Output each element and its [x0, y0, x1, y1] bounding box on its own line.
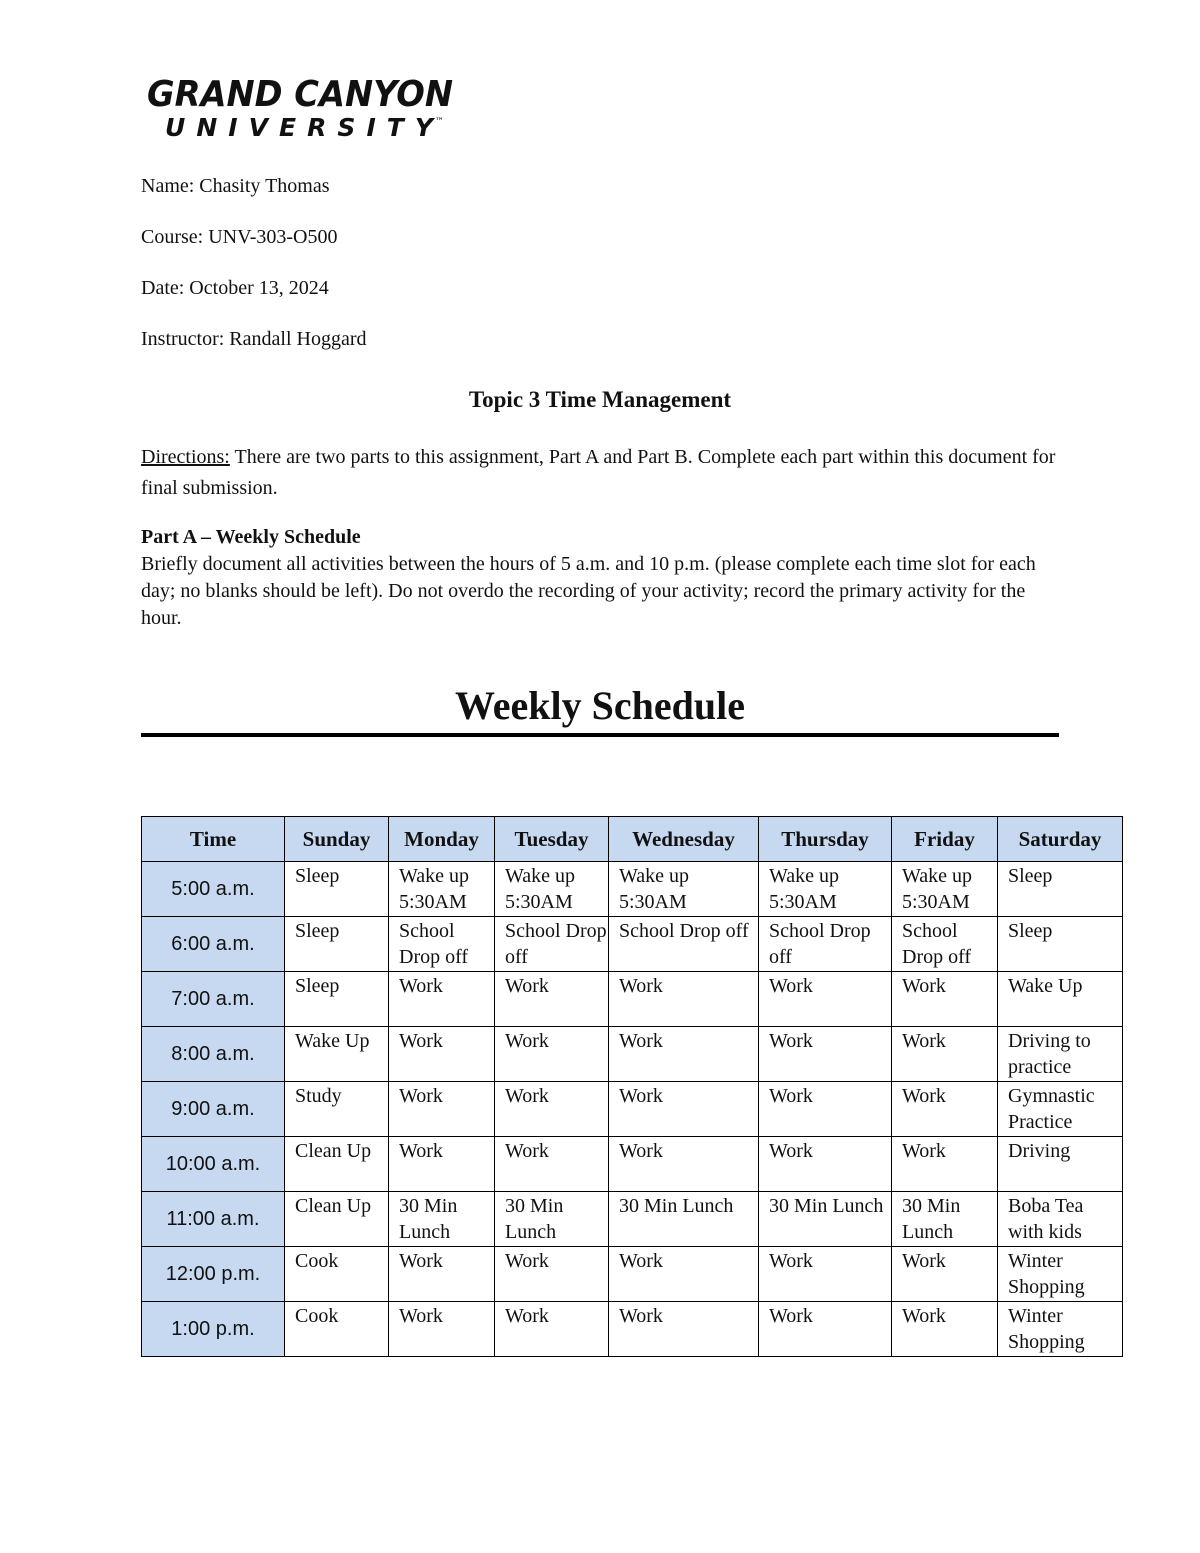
activity-cell: Clean Up — [285, 1137, 389, 1192]
column-header: Wednesday — [609, 817, 759, 862]
activity-cell: Work — [892, 1302, 998, 1357]
table-row — [142, 1192, 1123, 1247]
activity-cell: Sleep — [285, 972, 389, 1027]
time-slot: 8:00 a.m. — [142, 1027, 285, 1082]
activity-cell: Work — [495, 1137, 609, 1192]
activity-cell: Work — [609, 1082, 759, 1137]
column-header: Tuesday — [495, 817, 609, 862]
logo-line-2: UNIVERSITY — [165, 113, 433, 142]
title-underline — [141, 733, 1059, 737]
table-row — [142, 862, 1123, 917]
column-header: Saturday — [998, 817, 1123, 862]
university-logo — [145, 72, 465, 142]
submission-date: Date: October 13, 2024 — [141, 277, 329, 299]
activity-cell: Work — [892, 972, 998, 1027]
activity-cell: Work — [389, 1137, 495, 1192]
logo-line-1: GRAND CANYON — [147, 74, 453, 115]
activity-cell: Work — [892, 1137, 998, 1192]
column-header: Sunday — [285, 817, 389, 862]
time-slot: 9:00 a.m. — [142, 1082, 285, 1137]
time-slot: 11:00 a.m. — [142, 1192, 285, 1247]
activity-cell: School Drop off — [389, 917, 495, 972]
activity-cell: Wake up 5:30AM — [495, 862, 609, 917]
table-row — [142, 917, 1123, 972]
activity-cell: Work — [609, 1247, 759, 1302]
column-header: Friday — [892, 817, 998, 862]
activity-cell: 30 Min Lunch — [389, 1192, 495, 1247]
activity-cell: Wake Up — [285, 1027, 389, 1082]
activity-cell: Cook — [285, 1302, 389, 1357]
time-slot: 10:00 a.m. — [142, 1137, 285, 1192]
activity-cell: 30 Min Lunch — [759, 1192, 892, 1247]
activity-cell: Driving — [998, 1137, 1123, 1192]
activity-cell: Work — [609, 1027, 759, 1082]
part-a-instructions: Briefly document all activities between the hours of 5 a.m. and 10 p.m. (please complete each time slot for each day; no blanks should be left). Do not overdo the recording of your activity; record the primary activity for the hour. — [141, 553, 1036, 629]
activity-cell: Work — [759, 1027, 892, 1082]
activity-cell: Work — [389, 1082, 495, 1137]
student-name: Name: Chasity Thomas — [141, 175, 330, 197]
activity-cell: Boba Tea with kids — [998, 1192, 1123, 1247]
activity-cell: Sleep — [998, 917, 1123, 972]
part-a-heading: Part A – Weekly Schedule — [141, 526, 361, 548]
activity-cell: School Drop off — [495, 917, 609, 972]
activity-cell: Work — [609, 1137, 759, 1192]
activity-cell: Work — [759, 1302, 892, 1357]
activity-cell: Work — [609, 972, 759, 1027]
directions-label: Directions: — [141, 446, 230, 468]
time-slot: 1:00 p.m. — [142, 1302, 285, 1357]
column-header: Time — [142, 817, 285, 862]
activity-cell: Work — [759, 972, 892, 1027]
activity-cell: Work — [389, 972, 495, 1027]
activity-cell: Gymnastic Practice — [998, 1082, 1123, 1137]
activity-cell: Wake up 5:30AM — [759, 862, 892, 917]
activity-cell: Clean Up — [285, 1192, 389, 1247]
instructor-name: Instructor: Randall Hoggard — [141, 328, 367, 350]
activity-cell: Winter Shopping — [998, 1302, 1123, 1357]
activity-cell: Wake Up — [998, 972, 1123, 1027]
activity-cell: Work — [389, 1247, 495, 1302]
activity-cell: Work — [892, 1082, 998, 1137]
activity-cell: Work — [759, 1247, 892, 1302]
activity-cell: Sleep — [998, 862, 1123, 917]
activity-cell: Work — [759, 1137, 892, 1192]
activity-cell: Cook — [285, 1247, 389, 1302]
activity-cell: Work — [892, 1027, 998, 1082]
time-slot: 12:00 p.m. — [142, 1247, 285, 1302]
part-a-section — [141, 524, 1041, 632]
activity-cell: Work — [389, 1302, 495, 1357]
table-row — [142, 1082, 1123, 1137]
activity-cell: Wake up 5:30AM — [609, 862, 759, 917]
activity-cell: School Drop off — [759, 917, 892, 972]
activity-cell: 30 Min Lunch — [609, 1192, 759, 1247]
course-code: Course: UNV-303-O500 — [141, 226, 338, 248]
activity-cell: Work — [495, 972, 609, 1027]
activity-cell: School Drop off — [609, 917, 759, 972]
activity-cell: Work — [495, 1247, 609, 1302]
document-title: Topic 3 Time Management — [468, 387, 732, 412]
activity-cell: Sleep — [285, 862, 389, 917]
activity-cell: School Drop off — [892, 917, 998, 972]
table-row — [142, 1247, 1123, 1302]
schedule-title: Weekly Schedule — [454, 683, 746, 728]
table-header-row — [142, 817, 1123, 862]
table-row — [142, 1302, 1123, 1357]
activity-cell: Work — [495, 1082, 609, 1137]
logo-trademark: ™ — [435, 117, 444, 127]
activity-cell: Work — [495, 1302, 609, 1357]
activity-cell: 30 Min Lunch — [892, 1192, 998, 1247]
column-header: Monday — [389, 817, 495, 862]
table-row — [142, 1137, 1123, 1192]
time-slot: 5:00 a.m. — [142, 862, 285, 917]
activity-cell: Wake up 5:30AM — [892, 862, 998, 917]
activity-cell: Study — [285, 1082, 389, 1137]
activity-cell: Wake up 5:30AM — [389, 862, 495, 917]
activity-cell: Work — [495, 1027, 609, 1082]
activity-cell: Work — [759, 1082, 892, 1137]
activity-cell: Work — [892, 1247, 998, 1302]
directions-paragraph — [141, 442, 1071, 504]
activity-cell: Work — [609, 1302, 759, 1357]
table-row — [142, 972, 1123, 1027]
time-slot: 7:00 a.m. — [142, 972, 285, 1027]
activity-cell: 30 Min Lunch — [495, 1192, 609, 1247]
column-header: Thursday — [759, 817, 892, 862]
directions-text: There are two parts to this assignment, Part A and Part B. Complete each part within this document for final submission. — [141, 446, 1056, 499]
activity-cell: Work — [389, 1027, 495, 1082]
activity-cell: Winter Shopping — [998, 1247, 1123, 1302]
table-row — [142, 1027, 1123, 1082]
activity-cell: Sleep — [285, 917, 389, 972]
activity-cell: Driving to practice — [998, 1027, 1123, 1082]
weekly-schedule-table — [141, 816, 1123, 1357]
time-slot: 6:00 a.m. — [142, 917, 285, 972]
